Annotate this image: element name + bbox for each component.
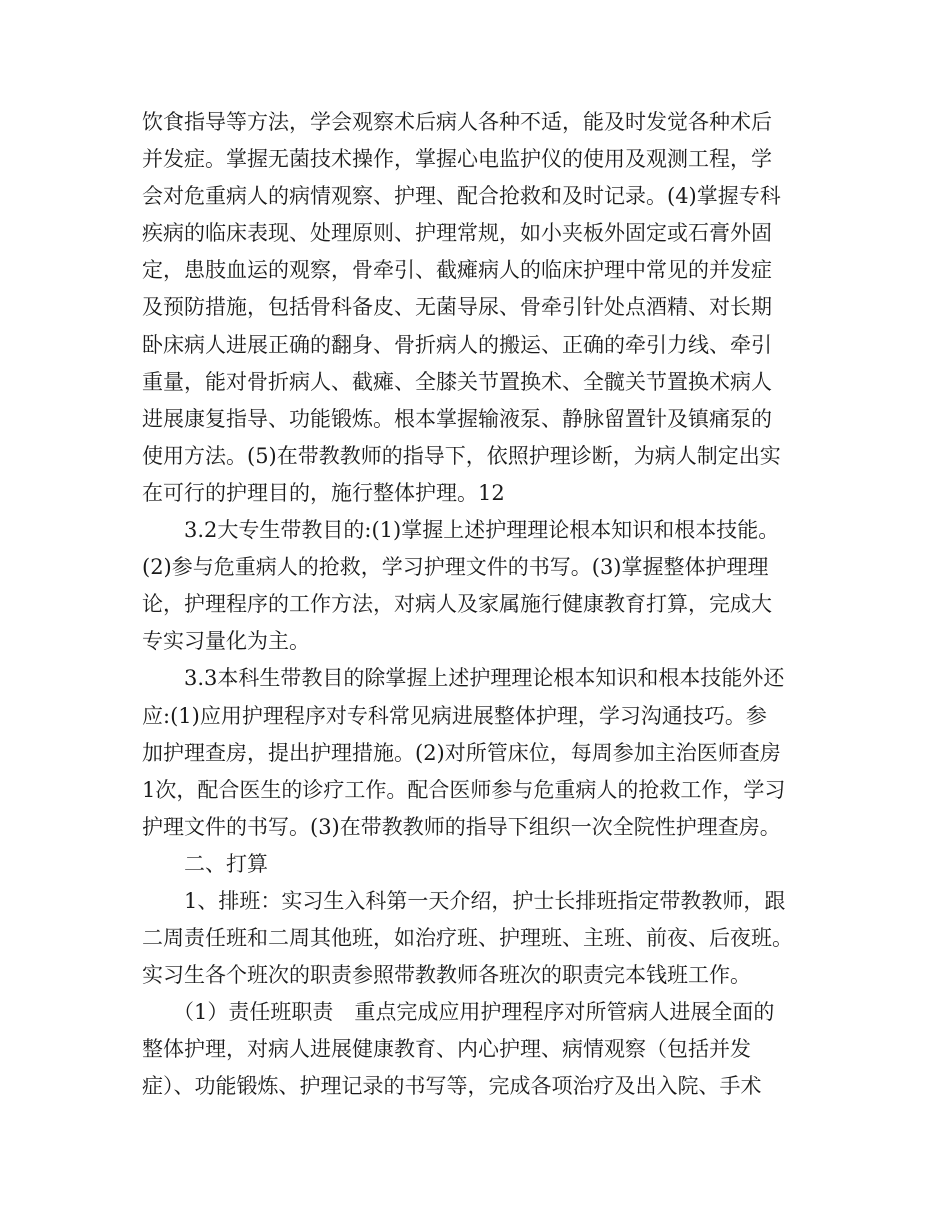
text-line: 整体护理，对病人进展健康教育、内心护理、病情观察（包括并发: [142, 1037, 751, 1062]
text-line: (2)参与危重病人的抢救，学习护理文件的书写。(3)掌握整体护理理: [142, 555, 769, 580]
text-line: 定，患肢血运的观察，骨牵引、截瘫病人的临床护理中常见的并发症: [142, 258, 772, 283]
text-line: 加护理查房，提出护理措施。(2)对所管床位，每周参加主治医师查房: [142, 740, 781, 765]
text-line: 二周责任班和二周其他班，如治疗班、护理班、主班、前夜、后夜班。: [142, 926, 793, 951]
text-line: 重量，能对骨折病人、截瘫、全膝关节置换术、全髋关节置换术病人: [142, 369, 772, 394]
text-line: 使用方法。(5)在带教教师的指导下，依照护理诊断，为病人制定出实: [142, 443, 781, 468]
text-line: 进展康复指导、功能锻炼。根本掌握输液泵、静脉留置针及镇痛泵的: [142, 406, 772, 431]
text-line: 疾病的临床表现、处理原则、护理常规，如小夹板外固定或石膏外固: [142, 221, 772, 246]
text-line: 并发症。掌握无菌技术操作，掌握心电监护仪的使用及观测工程，学: [142, 147, 772, 172]
text-line: 会对危重病人的病情观察、护理、配合抢救和及时记录。(4)掌握专科: [142, 184, 781, 209]
text-line: 护理文件的书写。(3)在带教教师的指导下组织一次全院性护理查房。: [142, 814, 781, 839]
text-line: 二、打算: [184, 851, 268, 876]
text-line: 专实习量化为主。: [142, 629, 310, 654]
text-line: 饮食指导等方法，学会观察术后病人各种不适，能及时发觉各种术后: [142, 110, 772, 134]
text-line: 及预防措施，包括骨科备皮、无菌导尿、骨牵引针处点酒精、对长期: [142, 295, 772, 320]
text-line: 实习生各个班次的职责参照带教教师各班次的职责完本钱班工作。: [142, 963, 751, 988]
text-line: 卧床病人进展正确的翻身、骨折病人的搬运、正确的牵引力线、牵引: [142, 332, 772, 357]
document-body: [142, 104, 817, 1106]
text-line: 1、排班：实习生入科第一天介绍，护士长排班指定带教教师，跟: [184, 888, 786, 913]
text-line: 论，护理程序的工作方法，对病人及家属施行健康教育打算，完成大: [142, 592, 772, 617]
text-line: 3.2大专生带教目的:(1)掌握上述护理理论根本知识和根本技能。: [184, 518, 780, 543]
text-line: 在可行的护理目的，施行整体护理。12: [142, 480, 505, 505]
text-line: 1次，配合医生的诊疗工作。配合医师参与危重病人的抢救工作，学习: [142, 777, 786, 802]
text-line: 3.3本科生带教目的除掌握上述护理理论根本知识和根本技能外还: [184, 666, 785, 691]
text-line: 应:(1)应用护理程序对专科常见病进展整体护理，学习沟通技巧。参: [142, 703, 767, 728]
text-line: 症）、功能锻炼、护理记录的书写等，完成各项治疗及出入院、手术: [142, 1074, 762, 1099]
text-line: （1）责任班职责 重点完成应用护理程序对所管病人进展全面的: [173, 1000, 775, 1025]
